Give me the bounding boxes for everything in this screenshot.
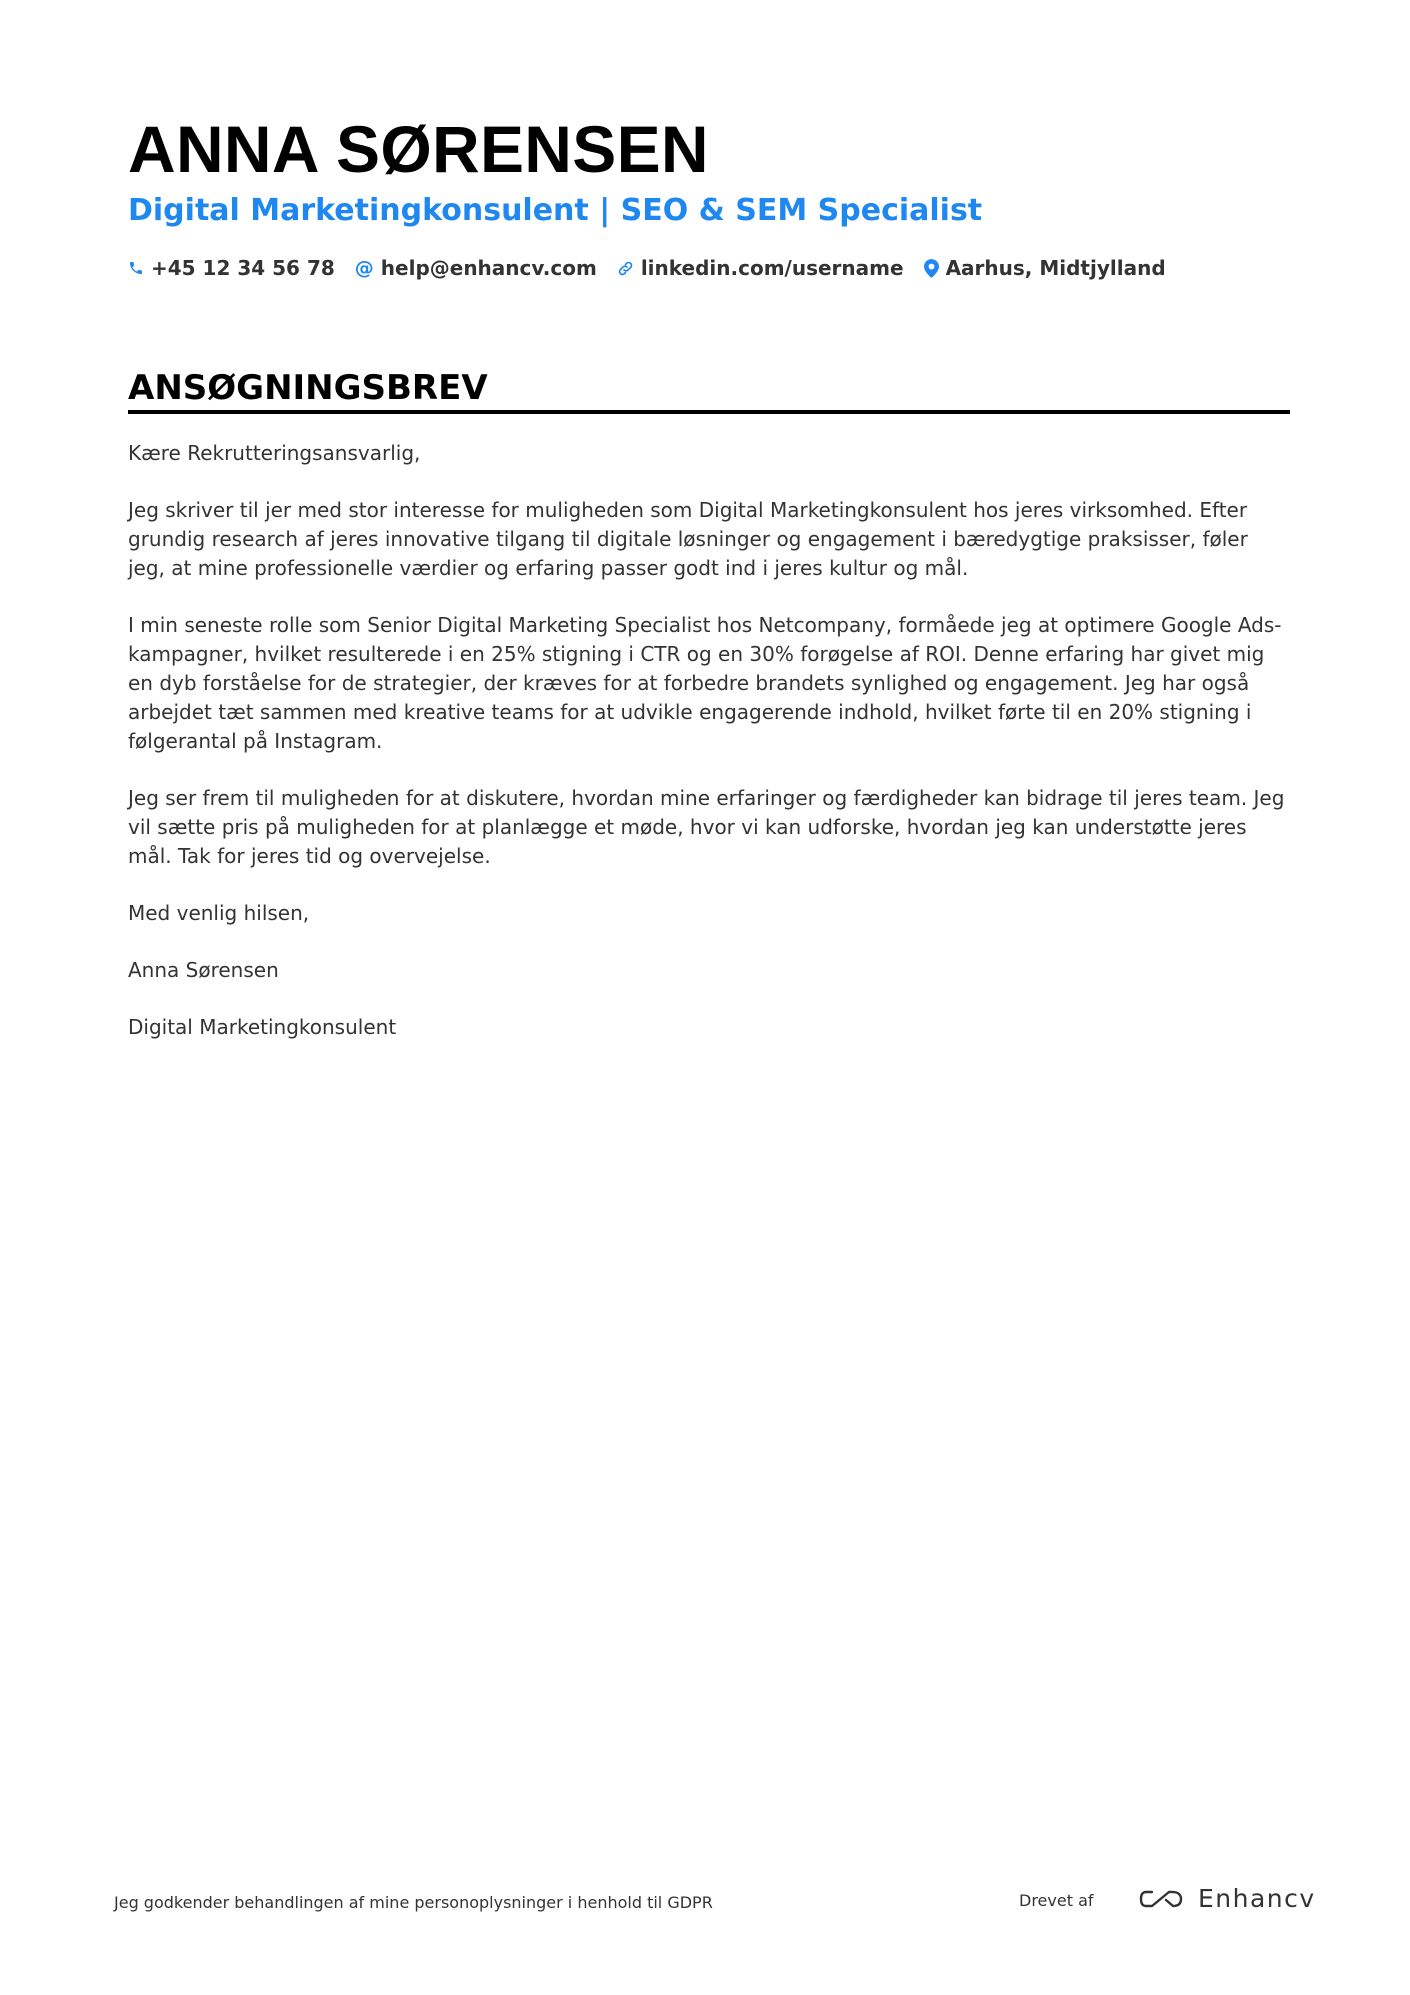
contact-phone-text: +45 12 34 56 78 — [151, 256, 335, 280]
letter-greeting: Kære Rekrutteringsansvarlig, — [128, 441, 421, 465]
enhancv-logo-icon — [1138, 1887, 1184, 1911]
link-icon — [617, 260, 634, 277]
gdpr-consent-note: Jeg godkender behandlingen af mine personoplysninger i henhold til GDPR — [114, 1893, 713, 1912]
at-sign-icon: @ — [354, 257, 374, 279]
map-pin-icon — [924, 259, 939, 278]
letter-closing: Med venlig hilsen, — [128, 901, 310, 925]
contact-phone[interactable] — [128, 256, 335, 280]
signature-name: Anna Sørensen — [128, 958, 279, 982]
section-divider — [128, 410, 1290, 414]
phone-icon — [128, 260, 144, 276]
signature-title: Digital Marketingkonsulent — [128, 1015, 397, 1039]
contact-row — [128, 252, 1166, 284]
letter-paragraph: I min seneste rolle som Senior Digital Marketing Specialist hos Netcompany, formåede jeg at optimere Google Ads-kampagner, hvilket resulterede i en 25% stigning i CTR og en 30% forøgelse af ROI. Denne erfaring har givet mig en dyb forståelse for de strategier, der kræves for at forbedre brandets synlighed og engagement. Jeg har også arbejdet tæt sammen med kreative teams for at udvikle engagerende indhold, hvilket førte til en 20% stigning i følgerantal på Instagram. — [128, 613, 1282, 753]
contact-email[interactable] — [355, 256, 597, 280]
letter-paragraph: Jeg ser frem til muligheden for at diskutere, hvordan mine erfaringer og færdigheder kan bidrage til jeres team. Jeg vil sætte pris på muligheden for at planlægge et møde, hvor vi kan udforske, hvordan jeg kan understøtte jeres mål. Tak for jeres tid og overvejelse. — [128, 786, 1285, 868]
section-title: ANSØGNINGSBREV — [128, 368, 488, 408]
candidate-name: ANNA SØRENSEN — [128, 112, 709, 186]
contact-location — [924, 256, 1166, 280]
letter-body — [128, 439, 1290, 1070]
contact-email-text: help@enhancv.com — [380, 256, 597, 280]
letter-paragraph: Jeg skriver til jer med stor interesse for muligheden som Digital Marketingkonsulent hos jeres virksomhed. Efter grundig research af jeres innovative tilgang til digitale løsninger og engagement i bæredygtige praksisser, føler jeg, at mine professionelle værdier og erfaring passer godt ind i jeres kultur og mål. — [128, 498, 1248, 580]
candidate-headline: Digital Marketingkonsulent | SEO & SEM Specialist — [128, 193, 983, 228]
powered-by-label: Drevet af — [1019, 1891, 1094, 1910]
brand-logo[interactable] — [1138, 1884, 1316, 1914]
contact-linkedin[interactable] — [617, 256, 904, 280]
contact-linkedin-text: linkedin.com/username — [640, 256, 904, 280]
contact-location-text: Aarhus, Midtjylland — [945, 256, 1166, 280]
brand-name: Enhancv — [1198, 1884, 1316, 1913]
